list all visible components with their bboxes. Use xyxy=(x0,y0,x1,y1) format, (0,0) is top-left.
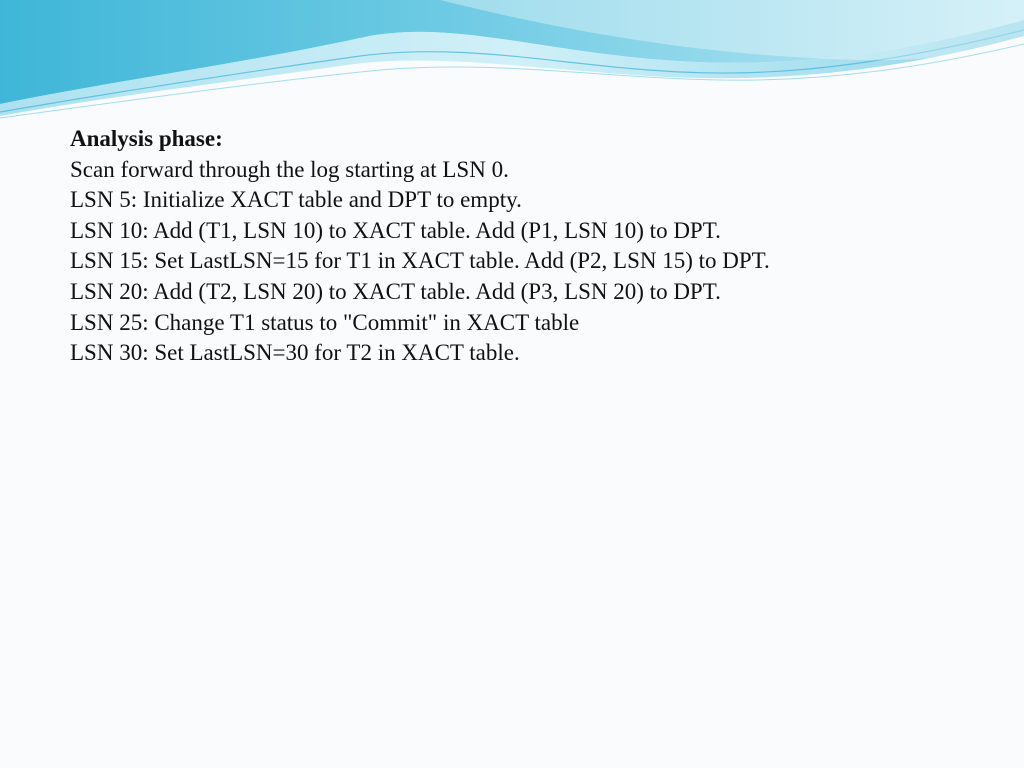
body-line-2: LSN 5: Initialize XACT table and DPT to empty. xyxy=(70,187,522,213)
body-line-5: LSN 20: Add (T2, LSN 20) to XACT table. Add (P3, LSN 20) to DPT. xyxy=(70,278,721,304)
body-line-7: LSN 30: Set LastLSN=30 for T2 in XACT table. xyxy=(70,340,520,366)
body-line-6: LSN 25: Change T1 status to "Commit" in XACT table xyxy=(70,309,580,335)
header-wave-decoration xyxy=(0,0,1024,130)
body-line-3: LSN 10: Add (T1, LSN 10) to XACT table. Add (P1, LSN 10) to DPT. xyxy=(70,217,721,243)
body-line-1: Scan forward through the log starting at LSN 0. xyxy=(70,156,509,182)
slide-heading: Analysis phase: xyxy=(70,126,223,151)
body-line-4: LSN 15: Set LastLSN=15 for T1 in XACT table. Add (P2, LSN 15) to DPT. xyxy=(70,248,770,274)
slide-body xyxy=(70,124,970,369)
